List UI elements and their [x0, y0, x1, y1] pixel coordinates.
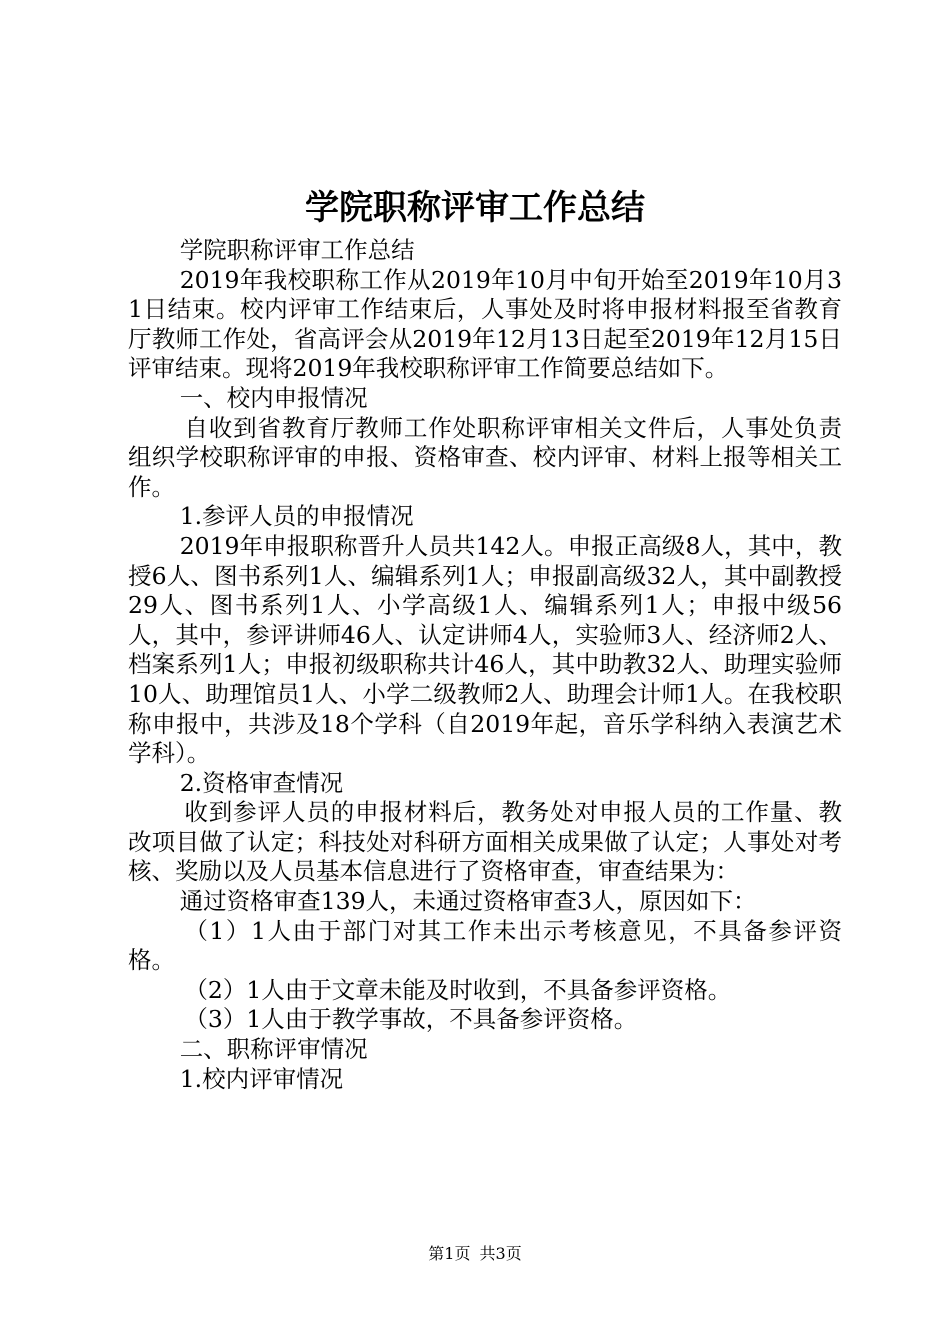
- list-item-reason-2: （2）1人由于文章未能及时收到，不具备参评资格。: [184, 975, 732, 1004]
- page-total: 共3页: [479, 1244, 522, 1263]
- section-heading-1: 一、校内申报情况: [179, 383, 368, 412]
- document-title: 学院职称评审工作总结: [305, 188, 645, 228]
- subsection-heading-2-1: 1.校内评审情况: [179, 1064, 344, 1093]
- paragraph-section-1-intro: 自收到省教育厅教师工作处职称评审相关文件后，人事处负责组织学校职称评审的申报、资格审查、校内评审、材料上报等相关工作。: [128, 413, 842, 501]
- paragraph-qualification-review: 收到参评人员的申报材料后，教务处对申报人员的工作量、教改项目做了认定；科技处对科研方面相关成果做了认定；人事处对考核、奖励以及人员基本信息进行了资格审查，审查结果为：: [128, 798, 842, 886]
- subsection-heading-1-1: 1.参评人员的申报情况: [179, 502, 414, 531]
- page-number: 第1页: [428, 1244, 471, 1263]
- paragraph-subtitle: 学院职称评审工作总结: [179, 236, 415, 264]
- subsection-heading-1-2: 2.资格审查情况: [179, 768, 344, 797]
- section-heading-2: 二、职称评审情况: [179, 1035, 368, 1064]
- paragraph-application-stats: 2019年申报职称晋升人员共142人。申报正高级8人，其中，教授6人、图书系列1人、编辑系列1人；申报副高级32人，其中副教授29人、图书系列1人、小学高级1人、编辑系列1人；申报中级56人，其中，参评讲师46人、认定讲师4人，实验师3人、经济师2人、档案系列1人；申报初级职称共计46人，其中助教32人、助理实验师10人、助理馆员1人、小学二级教师2人、助理会计师1人。在我校职称申报中，共涉及18个学科（自2019年起，音乐学科纳入表演艺术学科）。: [128, 531, 842, 768]
- list-item-reason-1: （1）1人由于部门对其工作未出示考核意见，不具备参评资格。: [128, 916, 842, 975]
- paragraph-review-result: 通过资格审查139人，未通过资格审查3人，原因如下：: [179, 887, 757, 916]
- document-body: [128, 236, 842, 1094]
- page-footer: [0, 1244, 950, 1264]
- list-item-reason-3: （3）1人由于教学事故，不具备参评资格。: [184, 1005, 638, 1034]
- paragraph-intro: 2019年我校职称工作从2019年10月中旬开始至2019年10月31日结束。校内评审工作结束后，人事处及时将申报材料报至省教育厅教师工作处，省高评会从2019年12月13日起至2019年12月15日评审结束。现将2019年我校职称评审工作简要总结如下。: [128, 265, 842, 383]
